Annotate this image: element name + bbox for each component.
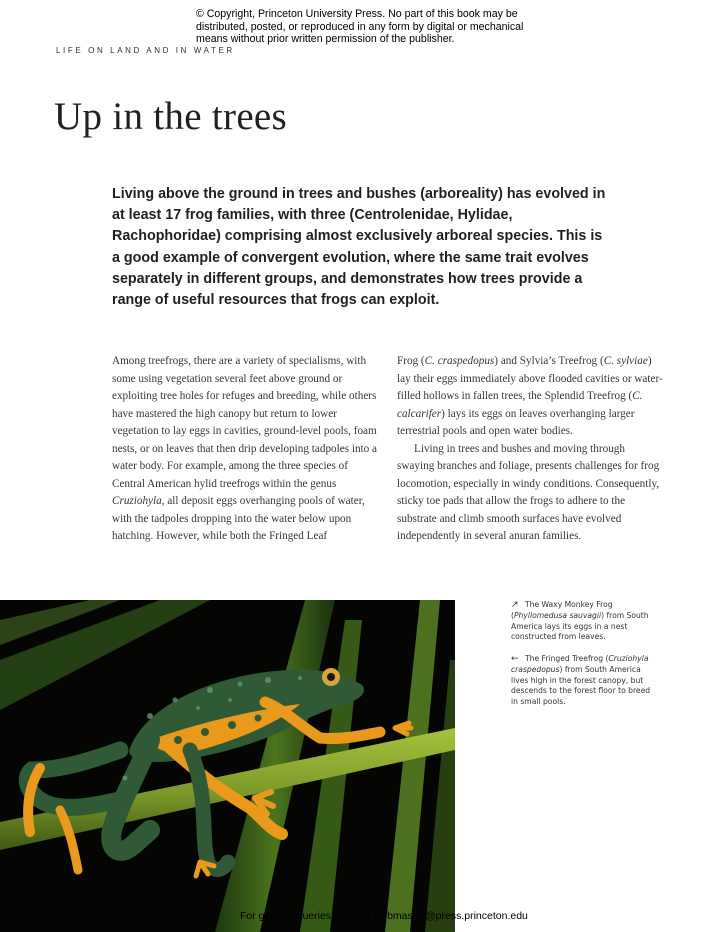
- body-text: ) lay their eggs immediately above flooded cavities or water-filled hollows in fallen trees, the Splendid Treefrog (: [397, 355, 663, 402]
- body-text: ) and Sylvia’s Treefrog (: [494, 355, 604, 367]
- caption-species: Cruziohyla craspedopus: [511, 654, 649, 674]
- fringed-treefrog-illustration: [0, 600, 455, 932]
- body-text: , all deposit eggs overhanging pools of water, with the tadpoles dropping into the water below upon hatching. However, while both the Fringed Leaf: [112, 495, 365, 542]
- species-name: C. sylviae: [603, 355, 648, 367]
- caption-text: ) from South America lives high in the forest canopy, but descends to the forest floor to breed in small pools.: [511, 664, 651, 707]
- arrow-up-right-icon: ↗: [511, 600, 519, 610]
- photo-caption: [511, 600, 651, 643]
- footer-contact: For general queries, contact webmaster@press.princeton.edu: [240, 910, 528, 922]
- arrow-left-icon: ←: [511, 654, 519, 664]
- body-text: Among treefrogs, there are a variety of specialisms, with some using vegetation several feet above ground or exploiting tree holes for refuges and breeding, while others have mastered the high canopy but return to lower vegetation to lay eggs in cavities, ground-level pools, foam nests, or on leaves that then drip developing tadpoles into a water body. For example, among the three species of Central American hylid treefrogs within the genus: [112, 355, 378, 490]
- running-head: LIFE ON LAND AND IN WATER: [56, 46, 235, 55]
- species-name: C. craspedopus: [424, 355, 495, 367]
- genus-name: Cruziohyla: [112, 495, 162, 507]
- copyright-notice: © Copyright, Princeton University Press. No part of this book may be distributed, posted, or reproduced in any form by digital or mechanical means without prior written permission of the publisher.: [196, 8, 524, 46]
- frog-photo: [0, 600, 455, 932]
- species-name: C. calcarifer: [397, 390, 643, 420]
- photo-caption: [511, 654, 651, 708]
- body-text: ) lays its eggs on leaves overhanging larger terrestrial pools and open water bodies.: [397, 407, 635, 437]
- body-text: Frog (: [397, 355, 425, 367]
- body-column-right: [397, 353, 665, 546]
- caption-species: Phyllomedusa sauvagii: [513, 610, 602, 620]
- body-text: Living in trees and bushes and moving through swaying branches and foliage, presents challenges for frog locomotion, especially in windy conditions. Consequently, sticky toe pads that allow the frogs to adhere to the substrate and climb smooth surfaces have evolved independently in several anuran families.: [397, 442, 660, 542]
- caption-text: ) from South America lays its eggs in a nest constructed from leaves.: [511, 610, 649, 642]
- page-title: Up in the trees: [54, 95, 288, 138]
- body-column-left: [112, 353, 382, 546]
- caption-text: The Waxy Monkey Frog (: [511, 600, 613, 620]
- intro-paragraph: Living above the ground in trees and bushes (arboreality) has evolved in at least 17 frog families, with three (Centrolenidae, Hylidae, Rachophoridae) comprising almost exclusively arboreal species. This is a good example of convergent evolution, where the same trait evolves separately in different groups, and demonstrates how trees provide a range of useful resources that frogs can exploit.: [112, 186, 606, 309]
- caption-text: The Fringed Treefrog (: [525, 654, 609, 663]
